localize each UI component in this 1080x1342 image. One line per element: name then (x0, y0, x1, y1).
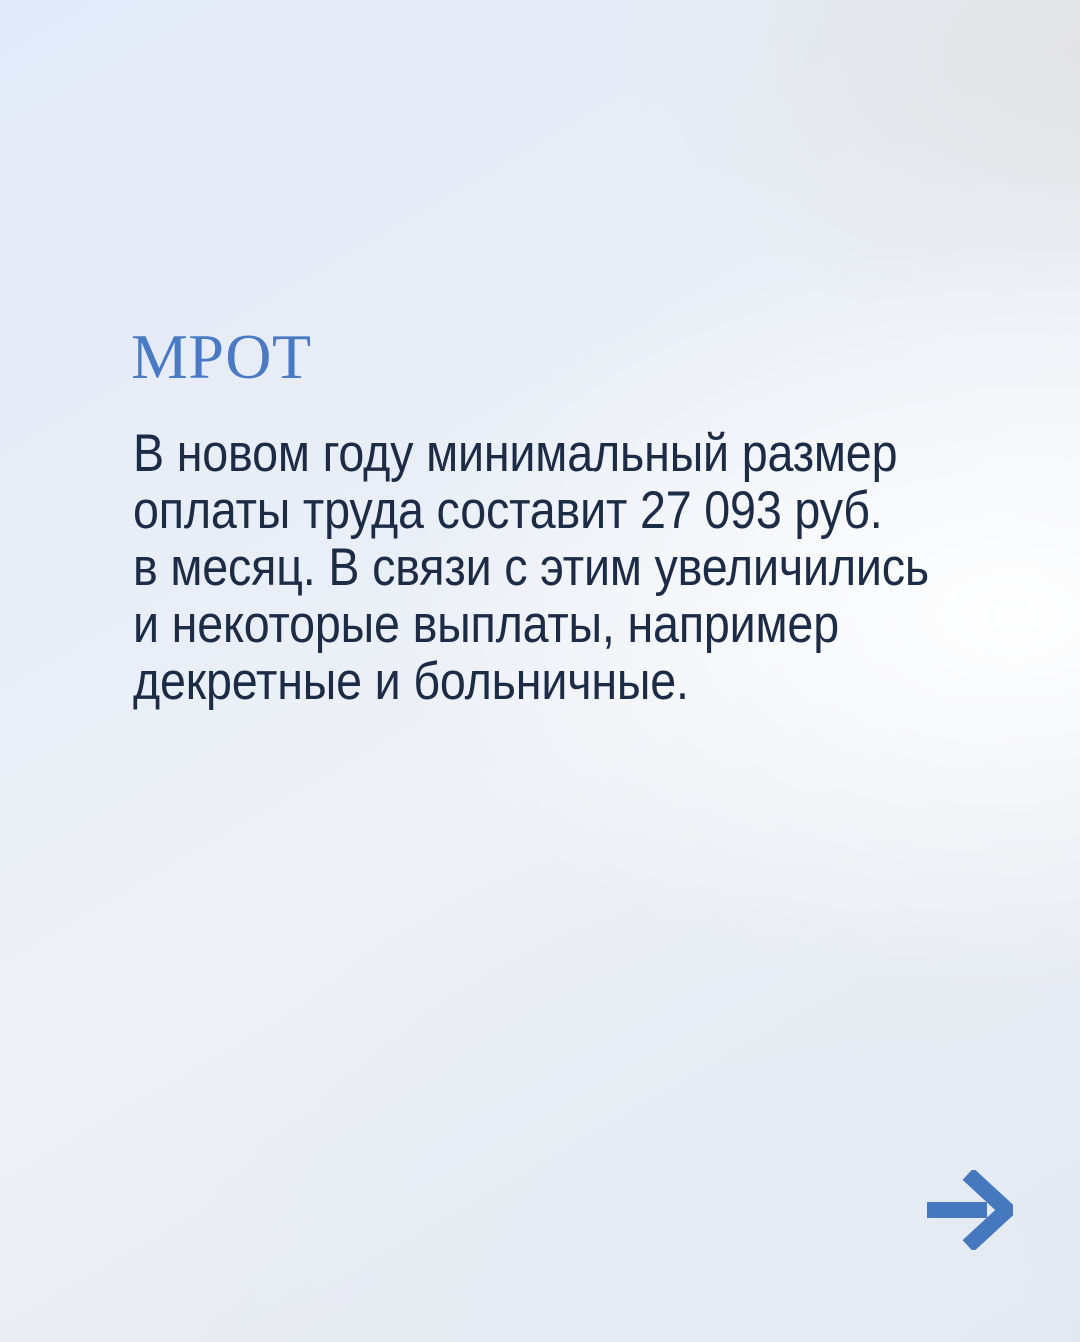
body-line: оплаты труда составит 27 093 руб. (133, 481, 883, 540)
body-line: и некоторые выплаты, например (133, 595, 839, 654)
card-title: МРОТ (131, 321, 312, 392)
body-line: В новом году минимальный размер (133, 424, 898, 483)
body-line: в месяц. В связи с этим увеличились (133, 538, 930, 597)
body-line: декретные и больничные. (133, 652, 689, 711)
next-arrow-button[interactable] (917, 1160, 1023, 1260)
arrow-right-icon (927, 1170, 1013, 1250)
card-body (133, 425, 943, 710)
